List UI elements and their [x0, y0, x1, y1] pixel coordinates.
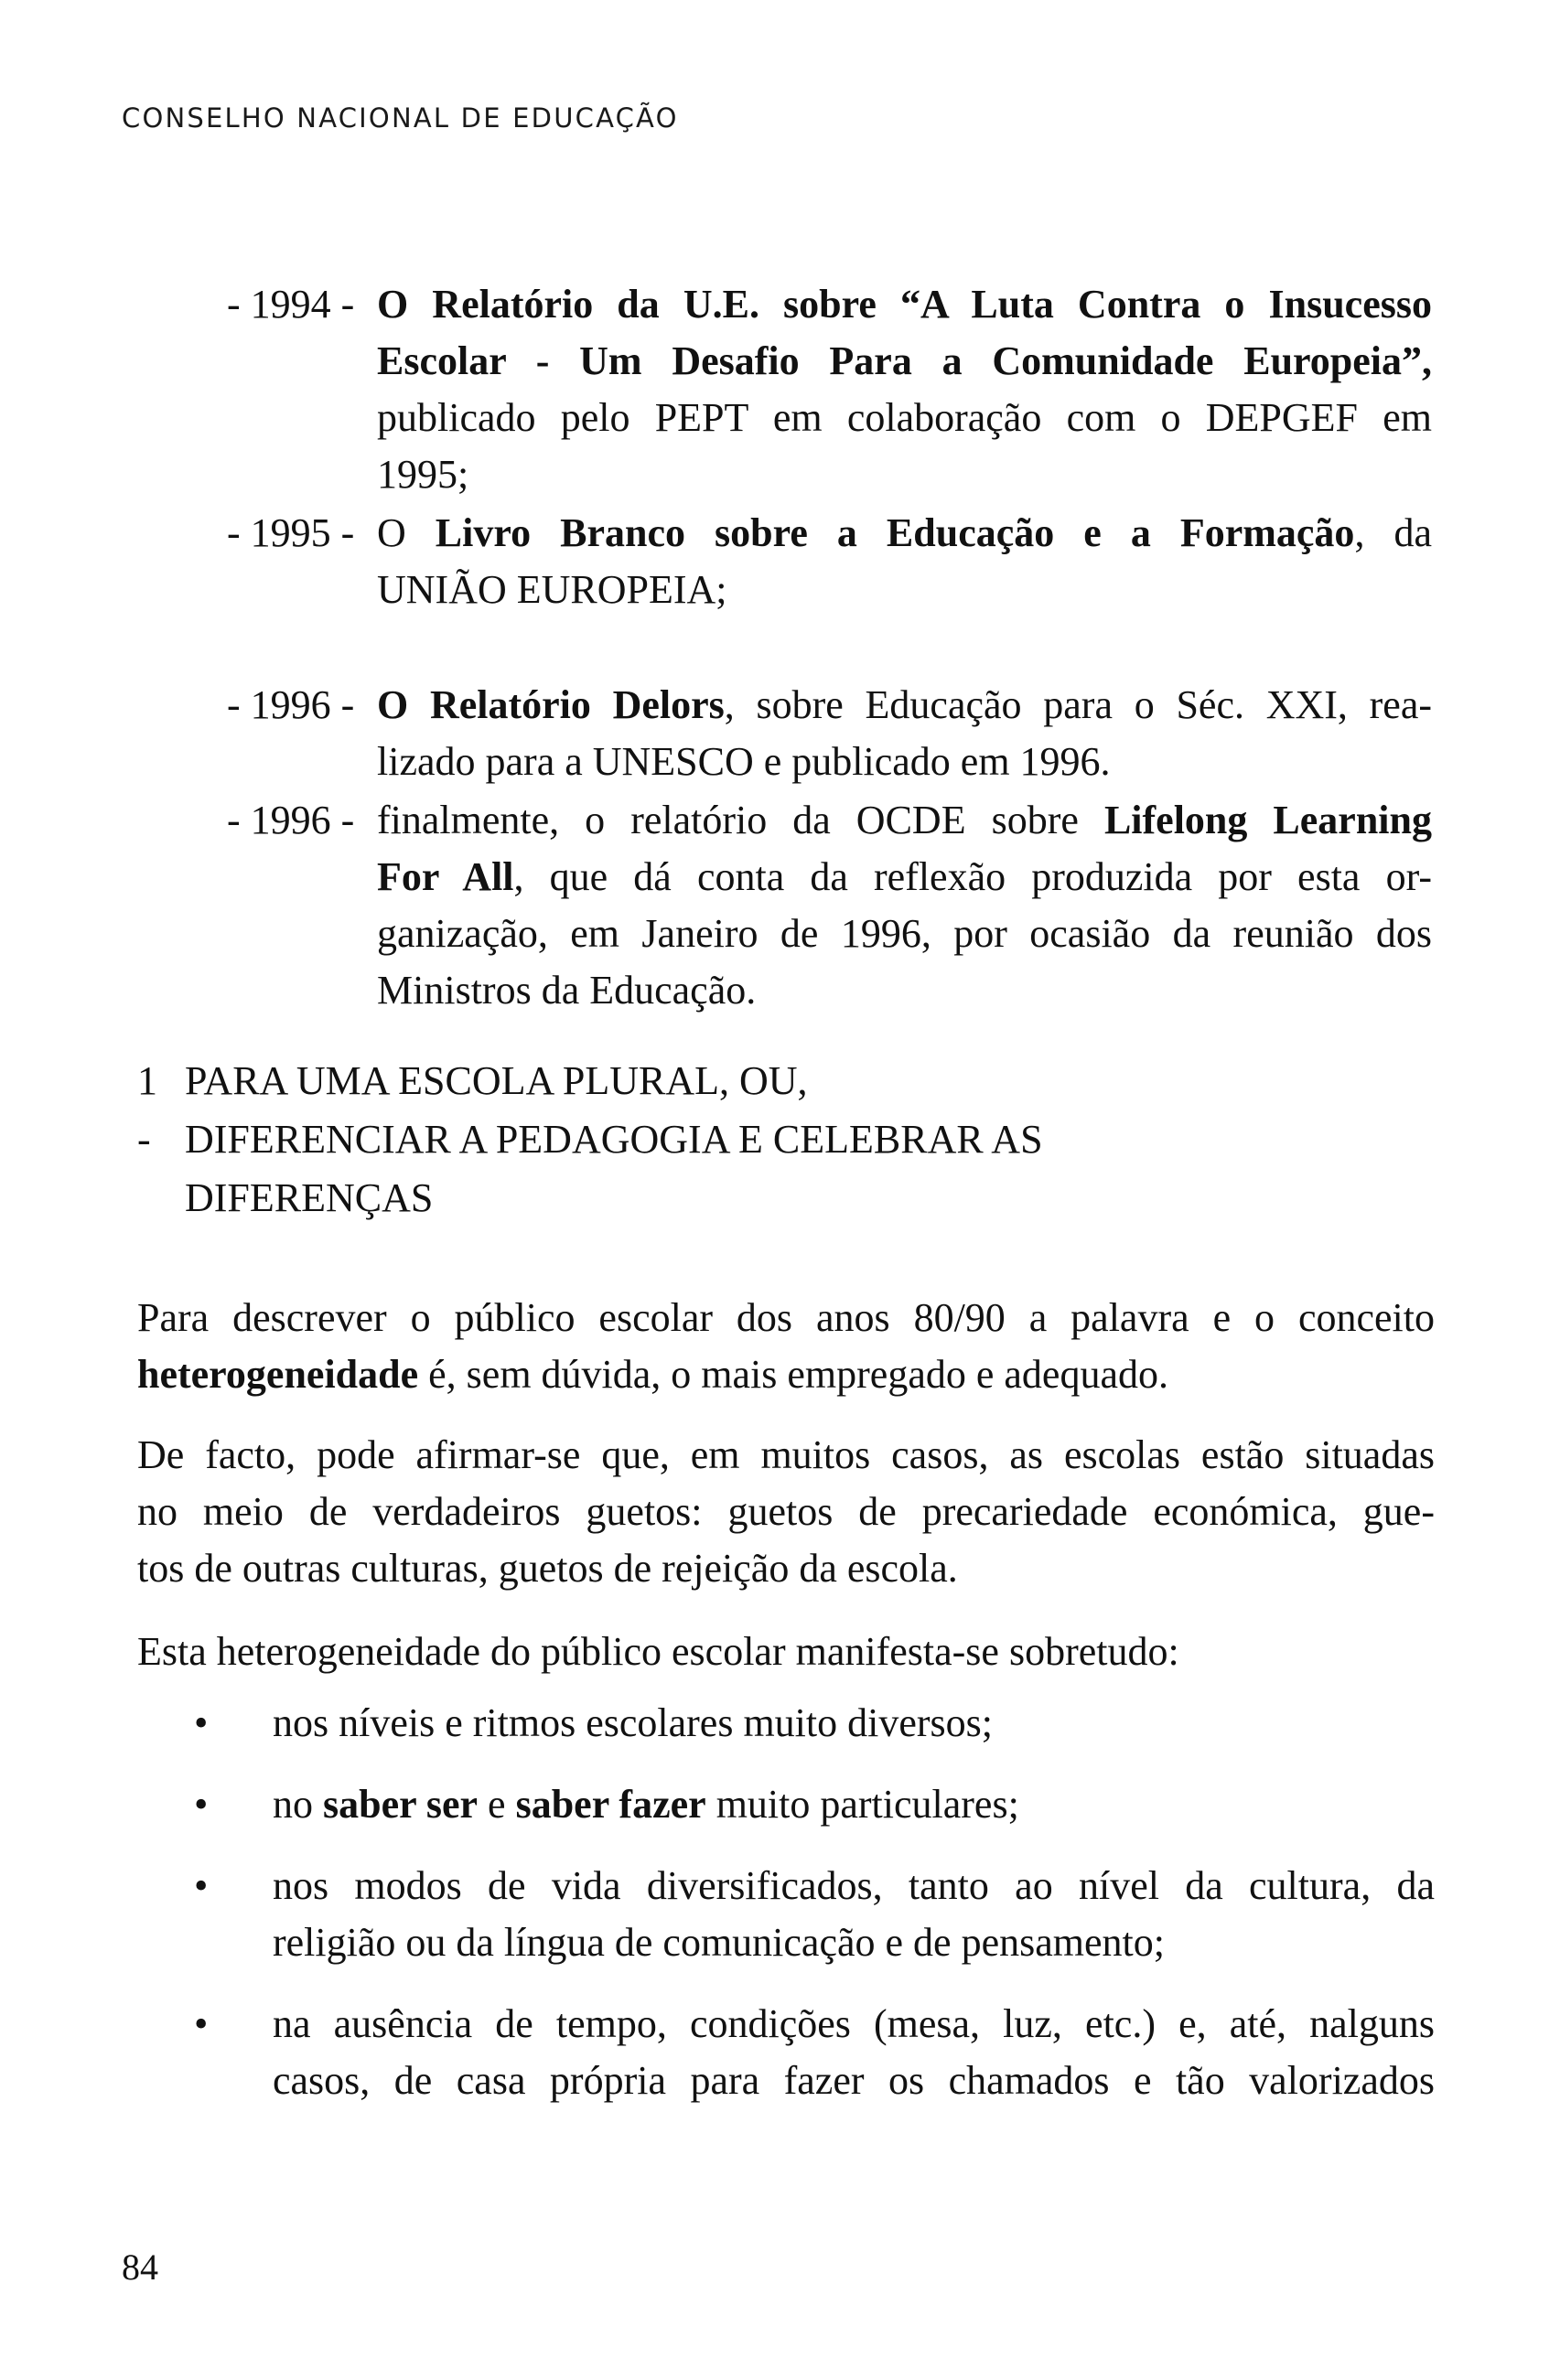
text-run: 1995;: [377, 452, 469, 497]
entry-text: [377, 792, 1432, 1019]
text-line: [137, 1540, 1435, 1597]
text-run: no meio de verdadeiros guetos: guetos de precariedade económica, gue-: [137, 1489, 1435, 1534]
entry-text: [377, 276, 1432, 503]
list-item-text: [273, 1776, 1435, 1833]
bold-text: saber ser: [323, 1782, 479, 1827]
text-line: [377, 849, 1432, 906]
text-line: [377, 792, 1432, 849]
text-line: [377, 962, 1432, 1019]
text-line: [377, 505, 1432, 562]
text-run: ganização, em Janeiro de 1996, por ocasião da reunião dos: [377, 911, 1432, 956]
text-line: [273, 1858, 1435, 1914]
text-line: [377, 333, 1432, 390]
text-line: [377, 677, 1432, 734]
text-line: [377, 906, 1432, 962]
section-title-line: DIFERENÇAS: [185, 1175, 434, 1220]
text-run: Esta heterogeneidade do público escolar manifesta-se sobretudo:: [137, 1629, 1179, 1674]
entry-text: [377, 677, 1432, 790]
text-run: na ausência de tempo, condições (mesa, luz, etc.) e, até, nalguns: [273, 2001, 1435, 2046]
bold-text: O Relatório da U.E. sobre “A Luta Contra o Insucesso: [377, 282, 1432, 327]
text-line: [273, 1996, 1435, 2053]
bullet-icon: •: [194, 1863, 209, 1908]
text-line: [273, 2053, 1435, 2109]
bold-text: O Relatório Delors: [377, 682, 725, 727]
text-line: [377, 446, 1432, 503]
text-line: [137, 1346, 1435, 1403]
text-run: tos de outras culturas, guetos de rejeição da escola.: [137, 1546, 958, 1591]
text-line: [273, 1914, 1435, 1971]
page-number: 84: [122, 2246, 158, 2288]
text-line: [273, 1776, 1435, 1833]
bold-text: Livro Branco sobre a Educação e a Formação: [435, 510, 1355, 555]
text-line: [137, 1484, 1435, 1540]
text-line: [137, 1624, 1435, 1680]
list-item-text: [273, 1695, 1435, 1752]
text-run: muito particulares;: [705, 1782, 1019, 1827]
text-line: [377, 562, 1432, 618]
entry-year: - 1996 -: [227, 798, 355, 842]
paragraph: [137, 1624, 1435, 1680]
text-run: Para descrever o público escolar dos anos 80/90 a palavra e o conceito: [137, 1295, 1435, 1340]
text-run: UNIÃO EUROPEIA;: [377, 567, 727, 612]
paragraph: [137, 1427, 1435, 1597]
bold-text: For All: [377, 854, 514, 899]
text-run: nos níveis e ritmos escolares muito diversos;: [273, 1700, 993, 1745]
section-number: 1 -: [137, 1058, 157, 1162]
list-item-text: [273, 1996, 1435, 2109]
text-run: publicado pelo PEPT em colaboração com o DEPGEF em: [377, 395, 1432, 440]
text-run: Ministros da Educação.: [377, 968, 757, 1013]
text-run: O: [377, 510, 436, 555]
text-run: , sobre Educação para o Séc. XXI, rea-: [724, 682, 1432, 727]
entry-year: - 1995 -: [227, 510, 355, 555]
text-run: no: [273, 1782, 323, 1827]
text-run: , da: [1354, 510, 1432, 555]
bold-text: heterogeneidade: [137, 1352, 419, 1397]
text-run: e: [478, 1782, 516, 1827]
text-run: religião ou da língua de comunicação e de pensamento;: [273, 1920, 1165, 1965]
section-title: [185, 1052, 1043, 1228]
entry-year: - 1996 -: [227, 682, 355, 727]
bold-text: Escolar - Um Desafio Para a Comunidade Europeia”,: [377, 338, 1432, 383]
text-line: [377, 734, 1432, 790]
text-line: [377, 276, 1432, 333]
paragraph: [137, 1290, 1435, 1403]
bullet-icon: •: [194, 2001, 209, 2046]
running-head: CONSELHO NACIONAL DE EDUCAÇÃO: [122, 102, 679, 134]
text-line: [377, 390, 1432, 446]
section-title-line: PARA UMA ESCOLA PLURAL, OU,: [185, 1058, 808, 1103]
text-run: nos modos de vida diversificados, tanto ao nível da cultura, da: [273, 1863, 1435, 1908]
text-run: lizado para a UNESCO e publicado em 1996.: [377, 739, 1111, 784]
bold-text: Lifelong Learning: [1103, 798, 1432, 842]
text-run: , que dá conta da reflexão produzida por esta or-: [513, 854, 1432, 899]
text-line: [273, 1695, 1435, 1752]
list-item-text: [273, 1858, 1435, 1971]
section-title-line: DIFERENCIAR A PEDAGOGIA E CELEBRAR AS: [185, 1117, 1043, 1162]
bullet-icon: •: [194, 1782, 209, 1827]
text-run: De facto, pode afirmar-se que, em muitos casos, as escolas estão situadas: [137, 1432, 1435, 1477]
bullet-icon: •: [194, 1700, 209, 1745]
entry-year: - 1994 -: [227, 282, 355, 327]
text-run: casos, de casa própria para fazer os chamados e tão valorizados: [273, 2058, 1435, 2103]
text-line: [137, 1290, 1435, 1346]
bold-text: saber fazer: [515, 1782, 706, 1827]
entry-text: [377, 505, 1432, 618]
text-run: finalmente, o relatório da OCDE sobre: [377, 798, 1104, 842]
text-line: [137, 1427, 1435, 1484]
text-run: é, sem dúvida, o mais empregado e adequado.: [418, 1352, 1168, 1397]
